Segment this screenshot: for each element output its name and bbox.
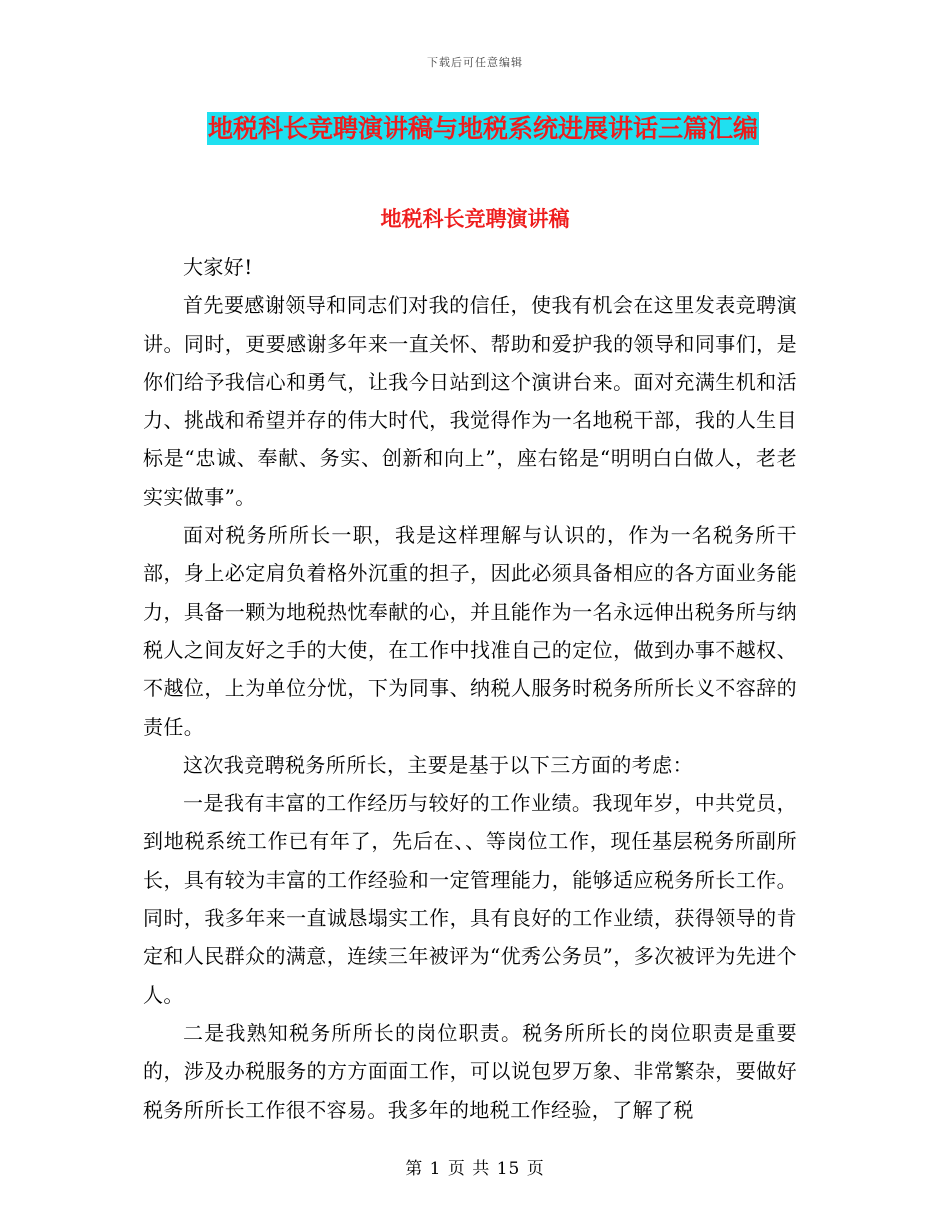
paragraph: 二是我熟知税务所所长的岗位职责。税务所所长的岗位职责是重要的，涉及办税服务的方方面面工作，可以说包罗万象、非常繁杂，要做好税务所所长工作很不容易。我多年的地税工作经验，了解了税 <box>143 1020 797 1122</box>
document-title: 地税科长竞聘演讲稿与地税系统进展讲话三篇汇编 <box>208 114 759 143</box>
paragraph: 首先要感谢领导和同志们对我的信任，使我有机会在这里发表竞聘演讲。同时，更要感谢多年来一直关怀、帮助和爱护我的领导和同事们，是你们给予我信心和勇气，让我今日站到这个演讲台来。面对充满生机和活力、挑战和希望并存的伟大时代，我觉得作为一名地税干部，我的人生目标是“忠诚、奉献、务实、创新和向上”，座右铭是“明明白白做人，老老实实做事”。 <box>143 293 797 509</box>
body-text <box>143 248 797 1129</box>
paragraph: 一是我有丰富的工作经历与较好的工作业绩。我现年岁，中共党员，到地税系统工作已有年了，先后在、、等岗位工作，现任基层税务所副所长，具有较为丰富的工作经验和一定管理能力，能够适应税务所长工作。同时，我多年来一直诚恳塌实工作，具有良好的工作业绩，获得领导的肯定和人民群众的满意，连续三年被评为“优秀公务员”，多次被评为先进个人。 <box>143 791 797 1007</box>
section-title: 地税科长竞聘演讲稿 <box>380 206 570 231</box>
header-note: 下载后可任意编辑 <box>427 56 523 69</box>
paragraph-greeting: 大家好! <box>183 255 253 279</box>
document-title-container <box>207 112 789 145</box>
page-number-footer: 第 1 页 共 15 页 <box>405 1159 545 1179</box>
paragraph: 这次我竞聘税务所所长，主要是基于以下三方面的考虑： <box>183 752 693 777</box>
paragraph: 面对税务所所长一职，我是这样理解与认识的，作为一名税务所干部，身上必定肩负着格外沉重的担子，因此必须具备相应的各方面业务能力，具备一颗为地税热忱奉献的心，并且能作为一名永远伸出税务所与纳税人之间友好之手的大使，在工作中找准自己的定位，做到办事不越权、不越位，上为单位分忧，下为同事、纳税人服务时税务所所长义不容辞的责任。 <box>143 523 797 739</box>
